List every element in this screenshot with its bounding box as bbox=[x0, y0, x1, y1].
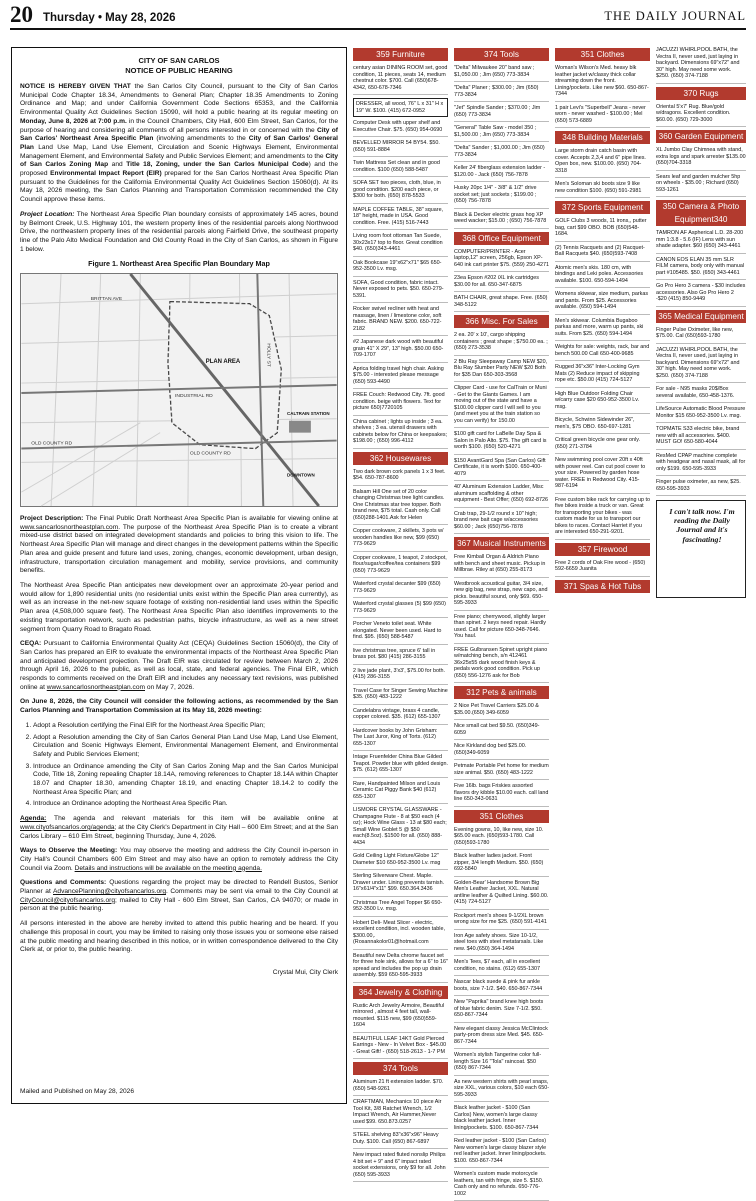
classified-ad: Oak Bookcase 19"x62"x71" $65 650-952-3500 Lv. msg. bbox=[353, 260, 448, 277]
classified-ad: As new western shirts with pearl snaps, size XXL, various colors, $10 each 650-595-3933 bbox=[454, 1079, 549, 1103]
map-label-industrial: INDUSTRIAL RD bbox=[175, 394, 213, 400]
questions-paragraph: Questions and Comments: Questions regarding the project may be directed to Rendell Bustos, Senior Planner at AdvancePlanning@cityofsancarlos.org. Comments may be sent via email to the City Council at CityCouncil@cityofsancarlos.org; mailed to City Hall - 600 Elm Street, San Carlos, CA 94070; or made in person at the public hearing. bbox=[20, 879, 338, 913]
classified-ad: GOLF Clubs 3 woods, 11 irons,, putter bag, cart $99 OBO. BOB (650)548-1684. bbox=[555, 218, 650, 242]
classified-ad: Men's Tees, $7 each, all in excellent condition, no stains. (612) 655-1307 bbox=[454, 959, 549, 976]
plan-website-link[interactable]: www.sancarlosnortheastplan.com bbox=[20, 523, 119, 531]
classified-ad: Christmas Tree Angel Topper $6 650-952-3500 Lv. msg. bbox=[353, 900, 448, 917]
classified-ad: High Blue Outdoor Folding Chair w/carry case $20 650-952-3500 Lv. msg. bbox=[555, 391, 650, 415]
map-label-old-county: OLD COUNTY RD bbox=[31, 441, 73, 447]
classified-ad: Husky 20pc 1/4" - 3/8" & 1/2" drive socket set; just sockets ; $199.00 ; (650) 756-7878 bbox=[454, 185, 549, 209]
classified-ad: New "Paprika" brand knee high boots of blue fabric denim. Size 7-1/2. $50. 650-867-7344 bbox=[454, 999, 549, 1023]
classified-ad: 40' Aluminum Extension Ladder, Misc aluminum scaffolding & other equipment - Best Offer; (650) 692-8726 bbox=[454, 484, 549, 508]
classified-ad: Women's stylish Tangerine color full-length Size 16 "Tola" raincoat. $50 (650) 867-7344 bbox=[454, 1052, 549, 1076]
classified-ad: New impact rated fluted nonslip Philips 4 bit set + 9" and 6" impact rated socket extensions, only $9 for all. John (650) 595-3933 bbox=[353, 1152, 448, 1182]
page-number: 20 bbox=[10, 2, 33, 27]
classified-ad: $150 AvantGard Spa (San Carlos) Gift Certificate, it is worth $100. 650-400-4079 bbox=[454, 458, 549, 482]
map-label-brittan: BRITTAN AVE bbox=[90, 296, 123, 302]
map-label-holly: HOLLY ST bbox=[265, 343, 271, 367]
notice-paragraph: NOTICE IS HEREBY GIVEN THAT the San Carlos City Council, pursuant to the City of San Carlos Municipal Code Chapter 18.34, Amendments to General Plan; Chapter 18.35 Amendments to Zoning Ordinance and Map; and under California Government Code Sections 65353, and the California Environmental Quality Act Guidelines Section 15090, will hold a public hearing at its regular meeting on Monday, June 8, 2026 at 7:00 p.m. in the Council Chambers, City Hall, 600 Elm Street, San Carlos, for the purpose of hearing and considering all comments of all persons interested in or concerned with the City of San Carlos' Northeast Area Specific Plan (involving amendments to the City of San Carlos' General Plan Land Use Map, Land Use Element, Circulation and Scenic Highways Element, Environmental Management Element, and Environmental Safety and Public Services Element; and amendments to the City of San Carlos Zoning Map and Title 18, Zoning, under the San Carlos Municipal Code) and the proposed Environmental Impact Report (EIR) prepared for the San Carlos Northeast Area Specific Plan pursuant to the Guidelines for the California Environmental Quality Act Guidelines Section 15060(d). At its May 18, 2026 meeting, the San Carlos Planning and Transportation Commission recommended the City Council approve these items. bbox=[20, 83, 339, 204]
classified-ad: Sears leaf and garden mulcher 5hp on wheels - $35.00 ; Richard (650) 593-1261 bbox=[656, 174, 746, 198]
section-header: 362 Housewares bbox=[353, 452, 448, 465]
classified-ad: #2 Japanese dark wood with beautiful grain 41" X 29", 13" high. $50.00 650-709-1707 bbox=[353, 339, 448, 363]
classified-ad: Candelabra vintage, brass 4 candle, copper colored. $35. (612) 655-1307 bbox=[353, 708, 448, 725]
actions-intro: On June 8, 2026, the City Council will consider the following actions, as recommended by the San Carlos Planning and Transportation Commission at its May 18, 2026 meeting: bbox=[20, 698, 338, 715]
classified-ad: New elegant classy Jessica McClintock party-prom dress size Med. $45. 650-867-7344 bbox=[454, 1026, 549, 1050]
classified-ad: TAMRON AF Aspherical L.D. 28-200 mm 1:3.8 - 5.6 (IF) Lens with sun shade adapter. $60 (650) 343-4461 bbox=[656, 230, 746, 254]
classified-ad: LifeSource Automatic Blood Pressure Monitor $15 650-952-3500 Lv. msg. bbox=[656, 406, 746, 423]
classifieds-column-3 bbox=[555, 47, 650, 1108]
classified-ad: "Delta" Planer ; $300.00 ; Jim (650) 773-3834 bbox=[454, 85, 549, 102]
classified-ad: CRAFTMAN, Mechanics 10 piece Air Tool Kit, 3/8 Ratchet Wrench, 1/2 Impact Wrench, Air Hammer,Never used $99. 650.873.0257 bbox=[353, 1099, 448, 1129]
action-item: 1. Adopt a Resolution certifying the Final EIR for the Northeast Area Specific Plan; bbox=[33, 722, 338, 731]
classified-ad: Rustic Arch Jewelry Armoire, Beautiful mirrored , almost 4 feet tall, wall-mounted. $115 new, $99 (650)559-1604 bbox=[353, 1003, 448, 1033]
classified-ad: Iron Age safety shoes. Size 10-1/2, steel toes with steel metatarsals. Like new. $40.(650) 364-1494 bbox=[454, 933, 549, 957]
classified-ad: Atomic men's skis. 180 cm, with bindings and Leki poles. Accessories available. $100. 650-594-1494 bbox=[555, 265, 650, 289]
classified-ad: Free custom bike rack for carrying up to five bikes inside a truck or van. Great for transporting your bikes - was custom made for us to transport our bikes to races. Contact Harriet if you are interested 650-291-9201. bbox=[555, 497, 650, 540]
section-header: 374 Tools bbox=[353, 1062, 448, 1075]
classified-ad: 1 pair Levi's "Superbell" Jeans - never worn - never washed - $100.00 ; Mel (650) 573-6889 bbox=[555, 105, 650, 129]
classified-ad: Keller 24' fiberglass extension ladder - $120.00 - Jack (650) 756-7878 bbox=[454, 165, 549, 182]
classified-ad: Computer Desk with upper shelf and Executive Chair. $75. (650) 954-0690 bbox=[353, 120, 448, 137]
classified-ad: Critical green bicycle one gear only. (650) 271-3784 bbox=[555, 437, 650, 454]
classified-ad: Sterling Silverware Chest. Maple. Drawer under. Lining prevents tarnish. 16"x61/4"x11" $99. 650.364.3436 bbox=[353, 873, 448, 897]
classified-ad: Red leather jacket - $100 (San Carlos) New women's large classy blazer style red leather jacket. Inner lining/pockets. $100. 650-867-7344 bbox=[454, 1138, 549, 1168]
classified-ad: Large storm drain catch basin with cover. Accepts 2,3,4 and 6" pipe lines. Open box, new. $100.00. (650) 704-3318 bbox=[555, 148, 650, 178]
classified-ad: Rockport men's shoes 9-1/2XL brown wrong size for me $25. (650) 591-4141 bbox=[454, 913, 549, 930]
classified-ad: Nice small cat bed $9.50. (650)349-6059 bbox=[454, 723, 549, 740]
classified-ad: BATH CHAIR, great shape. Free. (650) 348-5122 bbox=[454, 295, 549, 312]
classified-ad: Beautiful new Delta chrome faucet set for three hole sink, allows for a 6" to 16" spread and includes the pop up drain assembly. $59 650-595-3933 bbox=[353, 953, 448, 983]
classified-ad: Finger pulse oximeter, as new, $25. 650-595-3933 bbox=[656, 479, 746, 496]
council-email-link[interactable]: CityCouncil@cityofsancarlos.org bbox=[20, 896, 116, 904]
action-item: 2. Adopt a Resolution amending the City of San Carlos General Plan Land Use Map, Land Use Element, Circulation and Scenic Highways Element, Environmental Management Element, and Environmental Safety and Public Services Element; bbox=[33, 734, 338, 760]
classified-ad: FREE Gulbransen Spinet upright piano w/matching bench, s/n 412461 36x25x55 dark wood finish keys & pedals work good condition. Pick up (650) 556-1276 ask for Bob bbox=[454, 647, 549, 684]
classified-ad: century asian DINING ROOM set, good condition, 11 pieces, seats 14, medium chestnut color. $700. Call (650)678-4342, 650-678-7346 bbox=[353, 65, 448, 95]
classified-ad: Waterford crystal glasses (5) $99 (650) 773-9629 bbox=[353, 601, 448, 618]
classified-ad: Five 16lb. bags Friskies assorted flavors dry kibble $10.00 each. call land line 650-343-0631 bbox=[454, 783, 549, 807]
section-header: 351 Clothes bbox=[555, 48, 650, 61]
action-list bbox=[33, 722, 338, 809]
section-header: 351 Clothes bbox=[454, 810, 549, 823]
classified-ad: TOPMATE S33 electric bike, brand new with all accessories. $400. MUST GO! 650-580-4044 bbox=[656, 426, 746, 450]
classified-ad: Rocker swivel recliner with heat and massage, linen / limestone color, soft fabric. BRAND NEW. $200. 650-722-2182 bbox=[353, 306, 448, 336]
classified-ad: Black & Decker electric grass hog XP weed wacker; $15.00 ; (650) 756-7878 bbox=[454, 212, 549, 229]
classified-ad: China cabinet ; lights up inside ; 3 ea. shelves ; 3 ea. utensil drawers with cabinets below for China or keepsakes; $198.00 ; (650) 996-4112 bbox=[353, 419, 448, 449]
classified-ad: live christmas tree, spruce 6' tall in brass pot. $80 (415) 286-3155 bbox=[353, 648, 448, 665]
action-item: 3. Introduce an Ordinance amending the City of San Carlos Zoning Map and the San Carlos Municipal Code, Title 18, Zoning repealing Chapter 18.14A, removing references to Chapter 18.14A within Chapter 18.07 and Chapter 18.30, amending Chapter 18.19, and enacting Chapter 18.14.2 to codify the Northeast Area Specific Plan; and bbox=[33, 763, 338, 798]
classified-ad: 23ea Epson #202 iXL ink cartridges $30.00 for all. 650-347-6875 bbox=[454, 275, 549, 292]
classified-ad: LISMORE CRYSTAL GLASSWARE - Champagne Flute - 8 at $50 each (4 oz); Hock Wine Glass - 13 at $80 each; Small Wine Goblet 5 @ $50 each(8.5oz). $1500 for all. (650) 888-4434 bbox=[353, 807, 448, 850]
classified-ad: DRESSER, all wood, 76" L x 31" H x 19" W. $100. (415) 672-0952 bbox=[353, 98, 448, 117]
classified-ad: SOFA SET two pieces, cloth, blue, in good condition. $200 each piece, or $300 for both. (650) 878-5533 bbox=[353, 180, 448, 204]
classified-ad: Hardcover books by John Grisham: The Last Juror, King of Torts. (612) 655-1307 bbox=[353, 728, 448, 752]
classified-ad: Waterford crystal decanter $99 (650) 773-9629 bbox=[353, 581, 448, 598]
clerk-signature: Crystal Mui, City Clerk bbox=[272, 969, 338, 976]
classified-ad: Rare, Handpainted Milson and Louis Ceramic Cat Piggy Bank $40 (612) 655-1307 bbox=[353, 781, 448, 805]
classified-ad: Gold Ceiling Light Fixture/Globe 12" Diameter $10 650-952-3500 Lv. msg bbox=[353, 853, 448, 870]
action-item: 4. Introduce an Ordinance adopting the Northeast Area Specific Plan. bbox=[33, 800, 338, 809]
classified-ad: Petmate Portable Pet home for medium size animal. $50. (650) 483-1222 bbox=[454, 763, 549, 780]
classified-ad: Free Kimball Organ & Aldrich Piano with bench and sheet music. Pickup in Millbrae. Riley at (650) 255-8173 bbox=[454, 554, 549, 578]
classified-ad: Hobert Deli- Meat Slicer - electric, excellent condition, incl. wooden table, $300.00,. (Rosannakolor01@hotmail.com bbox=[353, 920, 448, 950]
section-header: 372 Sports Equipment bbox=[555, 201, 650, 214]
classified-ad: COMPUTER/PRINTER - Acer laptop,12" screen, 256gb, Epson XP-640 ink cart printer $75. (559) 250-4271 bbox=[454, 249, 549, 273]
map-label-plan-area: PLAN AREA bbox=[205, 359, 241, 366]
section-header: 366 Misc. For Sales bbox=[454, 315, 549, 328]
section-header: 357 Firewood bbox=[555, 543, 650, 556]
project-description: Project Description: The Final Public Draft Northeast Area Specific Plan is available for viewing online at www.sancarlosnortheastplan.com. The purpose of the Northeast Area Specific Plan is to create a vibrant mixed-use district based on integrated development standards and policies to bring this vision to life. The Northeast Area Specific Plan will manage and direct changes in the development patterns within the Specific Plan area and guide present and future land uses, zoning, changes, economic development, urban design, infrastructure, transportation circulation management and mobility, service provisions, and community benefits. bbox=[20, 515, 339, 575]
map-label-caltrain: CALTRAIN STATION bbox=[287, 410, 330, 416]
classified-ad: New swimming pool cover 20ft x 40ft with power reel. Can cut pool cover to your size. Powered by garden hose water. FREE in Redwood City. 415-987-6194 bbox=[555, 457, 650, 494]
classified-ad: Women's custom made motorcycle leathers, tan with fringe, size 5. $150. Cash only and no refunds. 650-776-1002 bbox=[454, 1171, 549, 1201]
classified-ad: FREE Couch: Redwood City. 7ft. good condition. beige with flowers. Text for picture 650)7720105 bbox=[353, 392, 448, 416]
classified-ad: 2 Blu Ray Sleepaway Camp NEW $20, Blu Ray Slumber Party NEW $20 Both for $35 Dan 650-303-3568 bbox=[454, 359, 549, 383]
classifieds-column-2 bbox=[454, 47, 549, 1197]
planning-email-link[interactable]: AdvancePlanning@cityofsancarlos.org bbox=[53, 888, 167, 896]
classified-ad: Bicycle, Schwinn Sidewinder 26", men's, $75 OBO. 650-697-1281 bbox=[555, 417, 650, 434]
classified-ad: Balsam Hill One set of 20 color changing Christmas tree light candles. One Christmas star tree topper. Both brand new, $75 total. Cash only. Call (650)288-1401.Ask for Helen bbox=[353, 489, 448, 526]
section-header: 350 Camera & Photo Equipment340 bbox=[656, 200, 746, 226]
project-location: Project Location: The Northeast Area Specific Plan boundary consists of approximately 145 acres, bound by Belmont Creek, U.S. Highway 101, the western property lines of the residential parcels along Northwood Drive, the northeastern property lines of the residential parcels along Fairfield Drive, the southeast property line of the Palo Alto Medical Foundation and Old County Road in the City of San Carlos, as shown in Figure 1 below. bbox=[20, 210, 338, 253]
classified-ad: JACUZZI WHIRLPOOL BATH, the Vectra II, never used, just laying in backyard. Dimensions 69"x72" and 30" high. May need some work. $250. (650) 374-7188 bbox=[656, 47, 746, 84]
classified-ad: Black leather jacket - $100 (San Carlos) New, women's large classy black leather jacket. Inner lining/pockets. $100. 650-867-7344 bbox=[454, 1105, 549, 1135]
newspaper-name: THE DAILY JOURNAL bbox=[604, 9, 746, 23]
classified-ad: Crab trap, 29-1/2 round x 10" high; brand new bait cage w/accessories $60.00 ; Jack (650)756-7878 bbox=[454, 511, 549, 535]
agenda-paragraph: Agenda: The agenda and relevant materials for this item will be available online at www.cityofsancarlos.org/agenda; at the City Clerk's Department in City Hall – 600 Elm Street; and at the San Carlos Library – 610 Elm Street, beginning Thursday, June 4, 2026. bbox=[20, 815, 338, 840]
classified-ad: "General" Table Saw - model 350 ; $1,500.00 ; Jim (650) 773-3834 bbox=[454, 125, 549, 142]
classified-ad: 2 live jade plant, 3'x3', $75.00 for both. (415) 286-3155 bbox=[353, 668, 448, 685]
classified-ad: "Jet" Spindle Sander ; $370.00 ; Jim (650) 773-3834 bbox=[454, 105, 549, 122]
section-header: 359 Furniture bbox=[353, 48, 448, 61]
classified-ad: Living room foot ottoman Tan Suede, 30x23x17 top to floor. Great condition $40. (650)343-4461 bbox=[353, 233, 448, 257]
classified-ad: 2 ea. 20' x 10', cargo shipping containers ; great shape ; $750.00 ea. ; (650) 273-3538 bbox=[454, 332, 549, 356]
classified-ad: Travel Case for Singer Sewing Machine $35. (650) 483-1222 bbox=[353, 688, 448, 705]
classified-ad: Rugged 36"x36" Inter-Locking Gym Mats (2) Reduce impact of skipping rope etc. $50.00 (415) 724-5127 bbox=[555, 364, 650, 388]
ceqa-paragraph: CEQA: Pursuant to California Environmental Quality Act (CEQA) Guidelines Section 15060(d), the City of San Carlos has prepared an EIR to evaluate the environmental impacts of the Northeast Area Specific Plan and anticipated development projection. The Draft EIR was circulated for review between March 2, 2026 through April 16, 2026 to the public, as well as local, state, and federal agencies. The Final EIR, which responds to comments received on the Draft EIR and includes any necessary text revisions, was published online at www.sancarlosnortheastplan.com on May 7, 2026. bbox=[20, 640, 338, 691]
classified-ad: Oriental 5'x7' Rug. Blue/gold w/dragons. Excellent condition. $60.00. (650) 729-3000 bbox=[656, 104, 746, 128]
classified-ad: XL Jumbo Clay Chimnea with stand, extra logs and spark arrester $135.00 (650)704-3318 bbox=[656, 147, 746, 171]
public-hearing-notice bbox=[11, 47, 347, 1104]
classified-ad: Two dark brown cork panels 1 x 3 feet. $54. 650-787-8600 bbox=[353, 469, 448, 486]
section-header: 360 Garden Equipment bbox=[656, 130, 746, 143]
classified-ad: SOFA, Good condition, fabric intact. Never exposed to pets. $50. 650-279-5391. bbox=[353, 280, 448, 304]
classified-ad: MAPLE COFFEE TABLE, 38" square, 18" height, made in USA. Good condition. Free. (415) 516-7443 bbox=[353, 207, 448, 231]
classified-ad: Nice Kirkland dog bed $25.00. (650)349-6059 bbox=[454, 743, 549, 760]
mailed-date: Mailed and Published on May 28, 2026 bbox=[20, 1088, 135, 1096]
issue-date: Thursday • May 28, 2026 bbox=[43, 12, 176, 24]
classified-ad: Nascar black suede & pink fur ankle boots, size 7-1/2. $40. 650-867-7344 bbox=[454, 979, 549, 996]
classifieds-column-1 bbox=[353, 47, 448, 1178]
classified-ad: CANON EOS ELAN 35 mm SLR FILM camera, body only with manual part #105485. $50. (650) 343-4461 bbox=[656, 257, 746, 281]
map-label-downtown: DOWNTOWN bbox=[287, 472, 315, 478]
classified-ad: Copper cookware, 2 skillets, 3 pots w/ wooden handles like new, $99 (650) 773-9629 bbox=[353, 528, 448, 552]
classified-ad: Twin Mattress Set clean and in good condition. $100 (650) 588-5487 bbox=[353, 160, 448, 177]
classified-ad: Aluminum 21 ft extension ladder. $70. (650) 548-9261 bbox=[353, 1079, 448, 1096]
agenda-link[interactable]: www.cityofsancarlos.org/agenda bbox=[20, 823, 115, 831]
section-header: 348 Building Materials bbox=[555, 131, 650, 144]
classified-ad: $100 gift card for LaBelle Day Spa & Salon in Palo Alto. $75. The gift card is worth $100. (650) 520-4271 bbox=[454, 431, 549, 455]
section-header: 370 Rugs bbox=[656, 87, 746, 100]
section-header: 374 Tools bbox=[454, 48, 549, 61]
classified-ad: Golden-Bear' Handsome Brown Big Men's Leather Jacket, XXL. Natural antline leather & Quilted Lining. $60.00. (415) 724-5127 bbox=[454, 880, 549, 910]
section-header: 364 Jewelry & Clothing bbox=[353, 986, 448, 999]
classified-ad: 2 Nice Pet Travel Carriers $25.00 & $35.00.(650) 349-6059 bbox=[454, 703, 549, 720]
promo-box bbox=[656, 500, 746, 598]
classified-ad: BEVELLED MIRROR 54 BY54. $50. (650) 591-8884 bbox=[353, 140, 448, 157]
plan-website-link[interactable]: www.sancarlosnortheastplan.com bbox=[46, 683, 145, 691]
classified-ad: ResMed CPAP machine complete with headgear and nasal mask, all for only $199. 650-595-3933 bbox=[656, 453, 746, 477]
classified-ad: Free 2 cords of Oak Fire wood - (650) 592-6659 Juanita bbox=[555, 560, 650, 577]
classified-ad: "Delta" Sander ; $1,000.00 ; Jim (650) 773-3834 bbox=[454, 145, 549, 162]
notice-title: CITY OF SAN CARLOS NOTICE OF PUBLIC HEARING bbox=[125, 56, 233, 75]
classified-ad: For sale - N95 masks 20$/Box several available, 650-458-1376. bbox=[656, 386, 746, 403]
page-header bbox=[10, 4, 746, 30]
section-header: 371 Spas & Hot Tubs bbox=[555, 580, 650, 593]
section-header: 368 Office Equipment bbox=[454, 232, 549, 245]
classified-ad: Aprica folding travel high chair. Asking $75.00 - interested please message (650) 593-4490 bbox=[353, 366, 448, 390]
classified-ad: "Delta" Milwaukee 20" band saw ; $1,050.00 ; Jim (650) 773-3834 bbox=[454, 65, 549, 82]
classified-ad: Weights for sale: weights, rack, bar and bench 500.00 Call 650-400-9685 bbox=[555, 344, 650, 361]
classified-ad: Finger Pulse Oximeter, like new, $75.00. Cal (650)593-1780 bbox=[656, 327, 746, 344]
classified-ad: STEEL shelving 83"x36"x96" Heavy Duty. $100. Call (650) 867-6897 bbox=[353, 1132, 448, 1149]
promo-text: I can't talk now. I'm reading the Daily Journal and it's fascinating! bbox=[669, 507, 735, 544]
classified-ad: (2) Tennis Racquets and (2) Racquet-Ball Racquets $40. (650)593-7408 bbox=[555, 245, 650, 262]
classifieds-column-4 bbox=[656, 47, 746, 1108]
notice-paragraph: The Northeast Area Specific Plan anticipates new development over an approximate 20-year period and would allow for 1,890 residential units (no residential units exist within the Specific Plan area currently), as well as an increase in the net-new square footage of existing non-residential land uses within the Specific Plan area (4,508,000 square feet). The Northeast Area Specific Plan also identifies improvements to the existing transportation network, such as pedestrian paths, bicycle infrastructure, as well as a new street segment from Quarry Road to Bragato Road. bbox=[20, 581, 338, 633]
classified-ad: Womens skiwear, size medium, parkas and pants. From $25. Accessories available. (650) 594-1494 bbox=[555, 291, 650, 315]
section-header: 367 Musical Instruments bbox=[454, 537, 549, 550]
classified-ad: Men's skiwear. Columbia Bugaboo parkas and more, warm up pants, ski suits. From $25. (650) 594-1494 bbox=[555, 318, 650, 342]
section-header: 365 Medical Equipment bbox=[656, 310, 746, 323]
notice-paragraph: All persons interested in the above are hereby invited to attend this public hearing and be heard. If you challenge this proposal in court, you may be limited to raising only those issues you or someone else raised at the public meeting and hearing described in this notice, or in written correspondence delivered to the City Clerk at, or prior to, the public hearing. bbox=[20, 920, 338, 954]
classified-ad: Woman's Wilson's Med. heavy blk leather jacket w/classy thick collar streaming down the front. Lining/pockets. Like new $60. 650-867-7344 bbox=[555, 65, 650, 102]
map-label-old-county-2: OLD COUNTY RD bbox=[189, 451, 231, 457]
classified-ad: Intage Fruenfelder China Blue Gilded Teapot. Powder blue with gilded design. $75. (612) 655-1307 bbox=[353, 754, 448, 778]
observe-paragraph: Ways to Observe the Meeting: You may observe the meeting and address the City Council in-person in City Hall's Council Chambers 600 Elm Street and may also have an option to remotely address the City Council via Zoom. Details and instructions will be available on the meeting agenda. bbox=[20, 847, 339, 872]
classified-ad: JACUZZI WHIRLPOOL BATH, the Vectra II, never used, just laying in backyard. Dimensions 69"x72" and 30" high. May need some work. $250. (650) 374-7188 bbox=[656, 347, 746, 384]
figure-title: Figure 1. Northeast Area Specific Plan Boundary Map bbox=[88, 259, 270, 269]
classified-ad: Free piano; cherrywood, slightly larger than spinet. 2 keys need repair. Hardly used. Call for picture 650-348-7646. You haul. bbox=[454, 614, 549, 644]
classified-ad: Go Pro Hero 3 camera - $30 includes accessories. Also Go Pro Hero 2 -$20 (415) 850-9449 bbox=[656, 283, 746, 307]
classified-ad: Evening gowns, 10, like new, size 10. $65.00 each. (650)593-1780. Call (650)593-1780 bbox=[454, 827, 549, 851]
boundary-map bbox=[20, 273, 338, 507]
classified-ad: Men's Soloman ski boots size 9 like new condition $100. (650) 591-2981 bbox=[555, 181, 650, 198]
classified-ad: Black leather ladies jacket. Front zipper, 3/4 length Medium. $50. (650) 692-5840 bbox=[454, 853, 549, 877]
classified-ad: Copper cookware, 1 teapot, 2 stockpot, flour/sugar/coffee/tea containers $99 (650) 773-9629 bbox=[353, 555, 448, 579]
section-header: 312 Pets & animals bbox=[454, 686, 549, 699]
classified-ad: Westbrook acoustical guitar, 3/4 size, new gig bag, new strap, new capo, and picks. beautiful sound, only $69. 650-595-3933 bbox=[454, 581, 549, 611]
classified-ad: Porcher Veneto toilet seat. White elongated. Never been used. Hard to find. $95. (650) 588-5487 bbox=[353, 621, 448, 645]
classified-ad: BEAUTIFUL LEAF 14KT Gold Pierced Earrings - New - In Velvet Box - $45.00 - Great Gift! - (650) 518-2613 - 1-7 PM bbox=[353, 1036, 448, 1060]
classified-ad: Clipper Card - use for CalTrain or Muni - Get to the Giants Games. I am moving out of the state and have a $100.00 clipper card I will sell to you (and meet you at the train station so you can verify) for 150.00 bbox=[454, 385, 549, 428]
